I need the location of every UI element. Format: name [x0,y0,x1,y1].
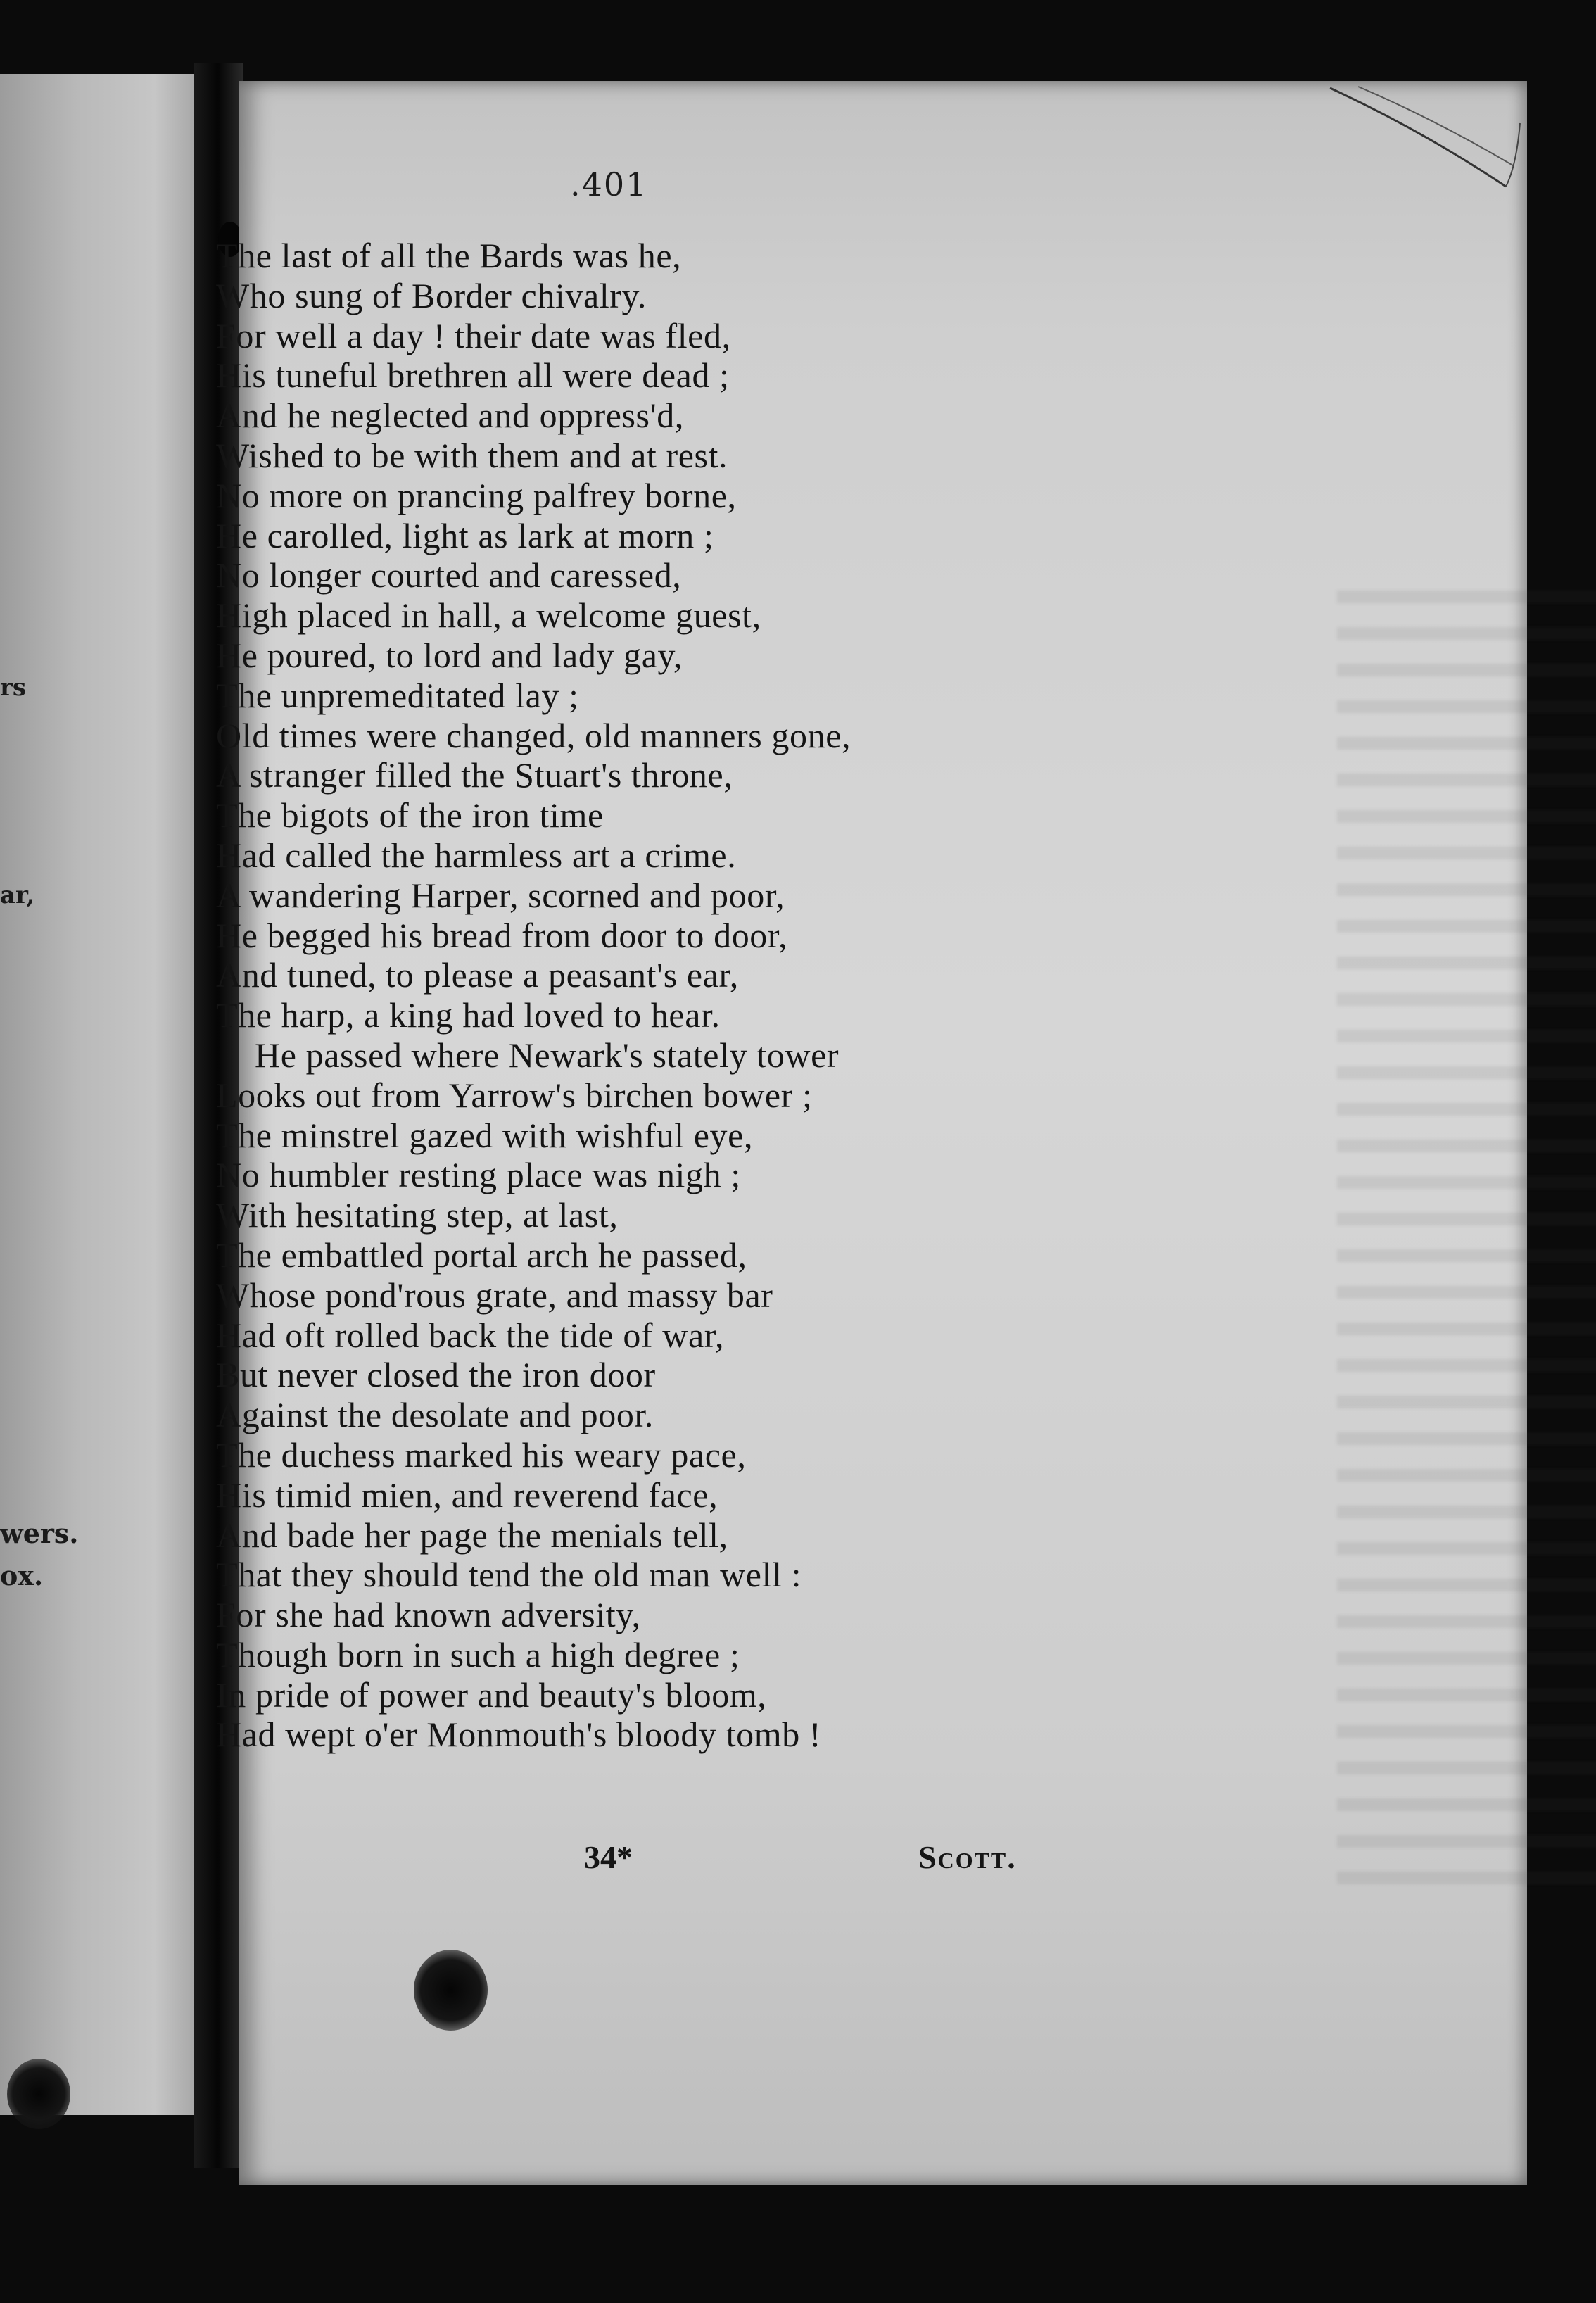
poem-line: The embattled portal arch he passed, [216,1235,747,1275]
show-through-text [1337,567,1596,1904]
poem-line: He passed where Newark's stately tower [255,1035,840,1075]
poem-line: For well a day ! their date was fled, [216,315,731,355]
ink-blot [7,2059,70,2129]
poem-line: No longer courted and caressed, [216,555,682,595]
poem-line: A wandering Harper, scorned and poor, [216,875,785,915]
poem-line: Wished to be with them and at rest. [216,435,728,475]
poem-line: High placed in hall, a welcome guest, [216,595,761,636]
poem-line: And tuned, to please a peasant's ear, [216,955,739,995]
page-corner-fold [1316,81,1527,208]
page-number: .401 [570,165,648,203]
poem-line: No humbler resting place was nigh ; [216,1155,741,1195]
poem-text [216,236,851,1755]
previous-page-fragment: ar, [0,881,35,909]
poem-line: And he neglected and oppress'd, [216,396,684,436]
poem-line: No more on prancing palfrey borne, [216,475,737,515]
poem-line: But never closed the iron door [216,1355,656,1395]
poem-line: Who sung of Border chivalry. [216,275,647,315]
poem-line: Had called the harmless art a crime. [216,835,737,875]
signature-mark: 34* [584,1839,633,1875]
poem-line: The last of all the Bards was he, [216,236,682,275]
poem-line: The unpremeditated lay ; [216,675,579,715]
poem-line: Had oft rolled back the tide of war, [216,1315,725,1355]
poem-line: His tuneful brethren all were dead ; [216,355,730,396]
poem-line: And bade her page the menials tell, [216,1515,728,1555]
poem-line: He carolled, light as lark at morn ; [216,515,714,555]
poem-line: The minstrel gazed with wishful eye, [216,1115,754,1155]
poem-line: Though born in such a high degree ; [216,1634,740,1674]
poem-line: The harp, a king had loved to hear. [216,995,721,1035]
poem-line: For she had known adversity, [216,1595,641,1635]
poem-line: He poured, to lord and lady gay, [216,635,683,675]
poem-line: The bigots of the iron time [216,795,604,835]
poem-line: His timid mien, and reverend face, [216,1475,718,1515]
poem-line: Against the desolate and poor. [216,1395,654,1435]
previous-page-fragment: wers. [0,1518,79,1549]
poem-line: Had wept o'er Monmouth's bloody tomb ! [216,1715,822,1755]
previous-page-edge [0,74,194,2115]
ink-blot [414,1950,488,2031]
poem-line: That they should tend the old man well : [216,1555,802,1595]
poem-line: Old times were changed, old manners gone, [216,715,851,755]
poem-line: In pride of power and beauty's bloom, [216,1674,767,1715]
poem-line: Whose pond'rous grate, and massy bar [216,1275,773,1315]
poem-line: With hesitating step, at last, [216,1195,619,1235]
previous-page-fragment: ox. [0,1560,44,1591]
poem-line: He begged his bread from door to door, [216,915,788,955]
author-attribution: Scott. [918,1839,1017,1875]
poem-line: Looks out from Yarrow's birchen bower ; [216,1075,813,1115]
poem-line: The duchess marked his weary pace, [216,1434,747,1475]
previous-page-fragment: rs [0,674,27,702]
poem-line: A stranger filled the Stuart's throne, [216,755,733,795]
